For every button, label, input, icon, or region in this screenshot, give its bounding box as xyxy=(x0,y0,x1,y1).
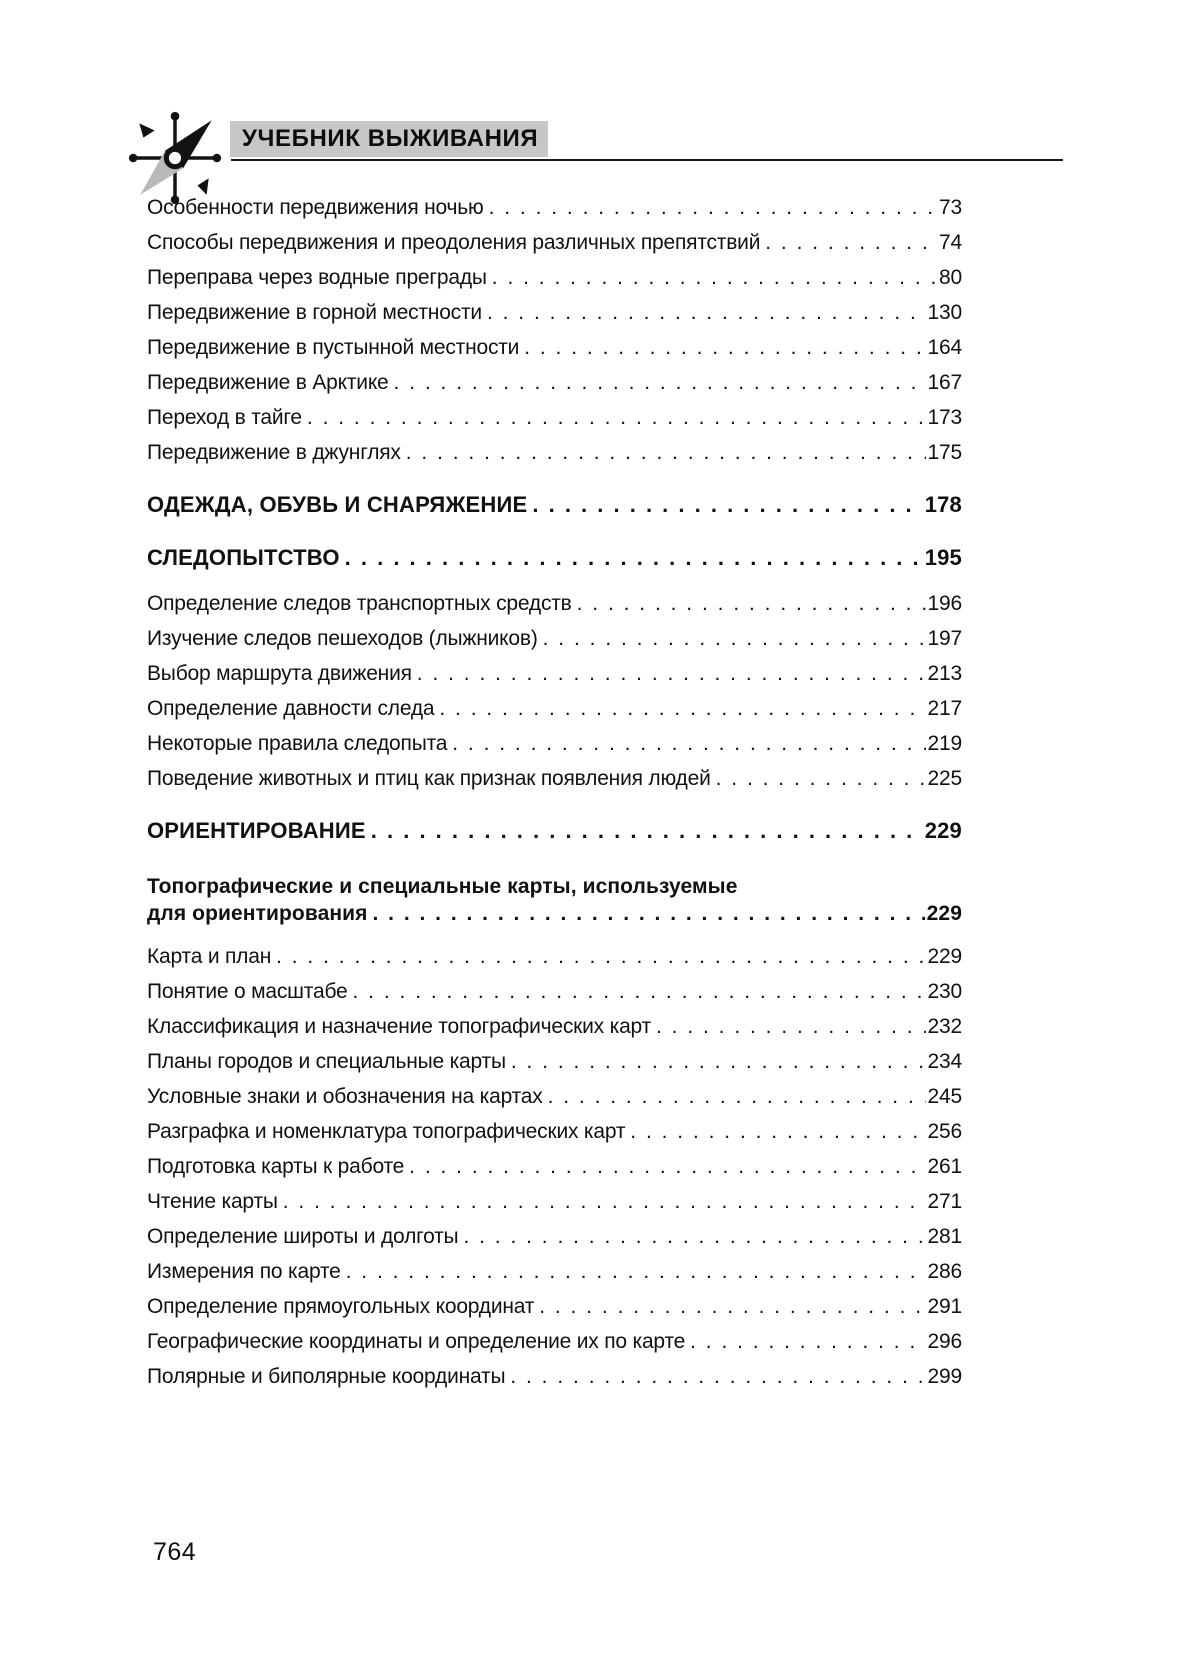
toc-chapter-entry xyxy=(147,545,962,582)
toc-entry xyxy=(147,406,962,441)
toc-dot-leader xyxy=(577,592,926,616)
toc-dot-leader xyxy=(307,406,926,430)
toc-dot-leader xyxy=(765,231,937,255)
toc-row xyxy=(147,1365,962,1400)
toc-page-number: 164 xyxy=(927,336,962,359)
toc-row xyxy=(147,902,962,934)
toc-dot-leader xyxy=(276,945,925,969)
toc-page-number: 245 xyxy=(927,1085,962,1108)
toc-page-number: 225 xyxy=(927,767,962,790)
toc-page-number: 271 xyxy=(927,1190,962,1213)
toc-entry-title: Полярные и биполярные координаты xyxy=(147,1365,506,1388)
toc-entry xyxy=(147,301,962,336)
toc-dot-leader xyxy=(283,1190,926,1214)
toc-dot-leader xyxy=(510,1365,925,1389)
toc-row xyxy=(147,1260,962,1295)
toc-entry-title: Переход в тайге xyxy=(147,406,302,429)
toc-dot-leader xyxy=(524,336,925,360)
toc-entry xyxy=(147,336,962,371)
toc-dot-leader xyxy=(394,371,926,395)
toc-entry xyxy=(147,1260,962,1295)
toc-entry xyxy=(147,697,962,732)
toc-entry xyxy=(147,1155,962,1190)
toc-row xyxy=(147,1085,962,1120)
toc-entry-title: ОРИЕНТИРОВАНИЕ xyxy=(147,818,366,843)
toc-row xyxy=(147,1015,962,1050)
toc-entry xyxy=(147,732,962,767)
toc-row xyxy=(147,545,962,582)
toc-dot-leader xyxy=(439,697,925,721)
toc-subchapter-entry xyxy=(147,871,962,934)
toc-entry-title: Определение широты и долготы xyxy=(147,1225,459,1248)
toc-entry-title: Условные знаки и обозначения на картах xyxy=(147,1085,543,1108)
toc-entry-title-line: Топографические и специальные карты, используемые xyxy=(147,875,738,898)
toc-entry xyxy=(147,1225,962,1260)
toc-dot-leader xyxy=(543,627,926,651)
toc-row xyxy=(147,1225,962,1260)
toc-page-number: 195 xyxy=(924,545,962,570)
toc-entry xyxy=(147,371,962,406)
toc-entry-title: Поведение животных и птиц как признак появления людей xyxy=(147,767,711,790)
toc-entry xyxy=(147,1085,962,1120)
toc-dot-leader xyxy=(487,301,926,325)
toc-entry xyxy=(147,231,962,266)
toc-entry xyxy=(147,1190,962,1225)
toc-entry-title: Определение прямоугольных координат xyxy=(147,1295,535,1318)
toc-page-number: 261 xyxy=(927,1155,962,1178)
toc-entry-title: Изучение следов пешеходов (лыжников) xyxy=(147,627,538,650)
toc-dot-leader xyxy=(417,662,926,686)
toc-entry-title: Определение следов транспортных средств xyxy=(147,592,572,615)
toc-entry xyxy=(147,1295,962,1330)
toc-row xyxy=(147,1190,962,1225)
toc-dot-leader xyxy=(406,441,926,465)
toc-dot-leader xyxy=(345,545,923,571)
toc-entry xyxy=(147,1330,962,1365)
toc-row xyxy=(147,406,962,441)
toc-dot-leader xyxy=(463,1225,925,1249)
toc-chapter-entry xyxy=(147,818,962,855)
toc-entry-title: Понятие о масштабе xyxy=(147,980,348,1003)
toc-page-number: 299 xyxy=(927,1365,962,1388)
toc-entry-title: Передвижение в горной местности xyxy=(147,301,482,324)
toc-page-number: 230 xyxy=(927,980,962,1003)
toc-page-number: 281 xyxy=(927,1225,962,1248)
toc-entry xyxy=(147,266,962,301)
toc-entry-title: Передвижение в джунглях xyxy=(147,441,401,464)
toc-row xyxy=(147,441,962,476)
toc-dot-leader xyxy=(690,1330,925,1354)
toc-entry-title: Планы городов и специальные карты xyxy=(147,1050,506,1073)
toc-entry xyxy=(147,592,962,627)
toc-row xyxy=(147,1120,962,1155)
toc-dot-leader xyxy=(492,266,937,290)
toc-entry-title: Разграфка и номенклатура топографических карт xyxy=(147,1120,626,1143)
toc-entry-title: Географические координаты и определение их по карте xyxy=(147,1330,686,1353)
toc-page-number: 130 xyxy=(927,301,962,324)
toc-page-number: 175 xyxy=(927,441,962,464)
toc-row xyxy=(147,945,962,980)
toc-row xyxy=(147,662,962,697)
toc-entry-title: Карта и план xyxy=(147,945,272,968)
toc-row xyxy=(147,1155,962,1190)
toc-row xyxy=(147,492,962,529)
toc-entry-title: для ориентирования xyxy=(147,902,368,925)
toc-chapter-entry xyxy=(147,492,962,529)
toc-entry-title: Способы передвижения и преодоления различных препятствий xyxy=(147,231,761,254)
toc-entry-title: Некоторые правила следопыта xyxy=(147,732,448,755)
toc-entry xyxy=(147,1015,962,1050)
toc-dot-leader xyxy=(532,492,922,518)
running-head-title: УЧЕБНИК ВЫЖИВАНИЯ xyxy=(230,121,548,157)
toc-row xyxy=(147,1295,962,1330)
toc-page-number: 291 xyxy=(927,1295,962,1318)
toc-entry-title: Определение давности следа xyxy=(147,697,435,720)
toc-page-number: 196 xyxy=(927,592,962,615)
toc-page-number: 178 xyxy=(924,492,962,517)
toc-entry xyxy=(147,1365,962,1400)
toc-entry-title: Особенности передвижения ночью xyxy=(147,196,484,219)
toc-row xyxy=(147,371,962,406)
toc-row xyxy=(147,767,962,802)
toc-row xyxy=(147,980,962,1015)
toc-entry-title: Передвижение в Арктике xyxy=(147,371,389,394)
toc-dot-leader xyxy=(656,1015,926,1039)
toc-page-number: 219 xyxy=(927,732,962,755)
toc-page-number: 232 xyxy=(927,1015,962,1038)
toc-row xyxy=(147,336,962,371)
toc-row xyxy=(147,266,962,301)
toc-list xyxy=(147,196,962,1400)
toc-entry-title: Измерения по карте xyxy=(147,1260,341,1283)
toc-entry xyxy=(147,196,962,231)
toc-dot-leader xyxy=(630,1120,925,1144)
toc-entry xyxy=(147,627,962,662)
toc-page-number: 74 xyxy=(939,231,962,254)
toc-entry-title: Подготовка карты к работе xyxy=(147,1155,405,1178)
toc-page-number: 213 xyxy=(927,662,962,685)
toc-page-number: 217 xyxy=(927,697,962,720)
toc-dot-leader xyxy=(452,732,925,756)
toc-page-number: 256 xyxy=(927,1120,962,1143)
toc-entry xyxy=(147,767,962,802)
toc-entry-title: Классификация и назначение топографических карт xyxy=(147,1015,651,1038)
toc-page-number: 229 xyxy=(927,945,962,968)
toc-row xyxy=(147,1330,962,1365)
toc-dot-leader xyxy=(539,1295,925,1319)
toc-page-number: 229 xyxy=(924,818,962,843)
toc-page-number: 234 xyxy=(927,1050,962,1073)
toc-page-number: 286 xyxy=(927,1260,962,1283)
toc-dot-leader xyxy=(371,818,923,844)
toc-dot-leader xyxy=(548,1085,926,1109)
toc-page-number: 167 xyxy=(927,371,962,394)
toc-entry-title: Переправа через водные преграды xyxy=(147,266,487,289)
toc-row xyxy=(147,732,962,767)
toc-entry-title: Передвижение в пустынной местности xyxy=(147,336,520,359)
toc-entry xyxy=(147,980,962,1015)
toc-entry xyxy=(147,441,962,476)
toc-dot-leader xyxy=(511,1050,926,1074)
toc-dot-leader xyxy=(346,1260,926,1284)
toc-row xyxy=(147,231,962,266)
toc-entry-title: СЛЕДОПЫТСТВО xyxy=(147,545,340,570)
toc-page-number: 73 xyxy=(939,196,962,219)
folio-page-number: 764 xyxy=(153,1538,197,1566)
toc-entry-title: ОДЕЖДА, ОБУВЬ И СНАРЯЖЕНИЕ xyxy=(147,492,528,517)
header-rule xyxy=(231,159,1063,161)
toc-entry xyxy=(147,1050,962,1085)
toc-dot-leader xyxy=(716,767,926,791)
toc-row xyxy=(147,627,962,662)
toc-row xyxy=(147,818,962,855)
toc-page-number: 229 xyxy=(926,902,962,925)
toc-row xyxy=(147,592,962,627)
toc-row xyxy=(147,301,962,336)
toc-entry xyxy=(147,1120,962,1155)
toc-row xyxy=(147,196,962,231)
toc-row xyxy=(147,1050,962,1085)
page-header xyxy=(0,0,1182,200)
toc-dot-leader xyxy=(353,980,926,1004)
toc-page-number: 173 xyxy=(927,406,962,429)
toc-dot-leader xyxy=(373,902,925,926)
toc-page-number: 197 xyxy=(927,627,962,650)
toc-entry xyxy=(147,945,962,980)
toc-page-number: 296 xyxy=(927,1330,962,1353)
toc-dot-leader xyxy=(489,196,937,220)
toc-page-number: 80 xyxy=(939,266,962,289)
toc-entry-title: Выбор маршрута движения xyxy=(147,662,412,685)
toc-dot-leader xyxy=(409,1155,925,1179)
toc-entry-title: Чтение карты xyxy=(147,1190,278,1213)
toc-row xyxy=(147,697,962,732)
toc-entry xyxy=(147,662,962,697)
